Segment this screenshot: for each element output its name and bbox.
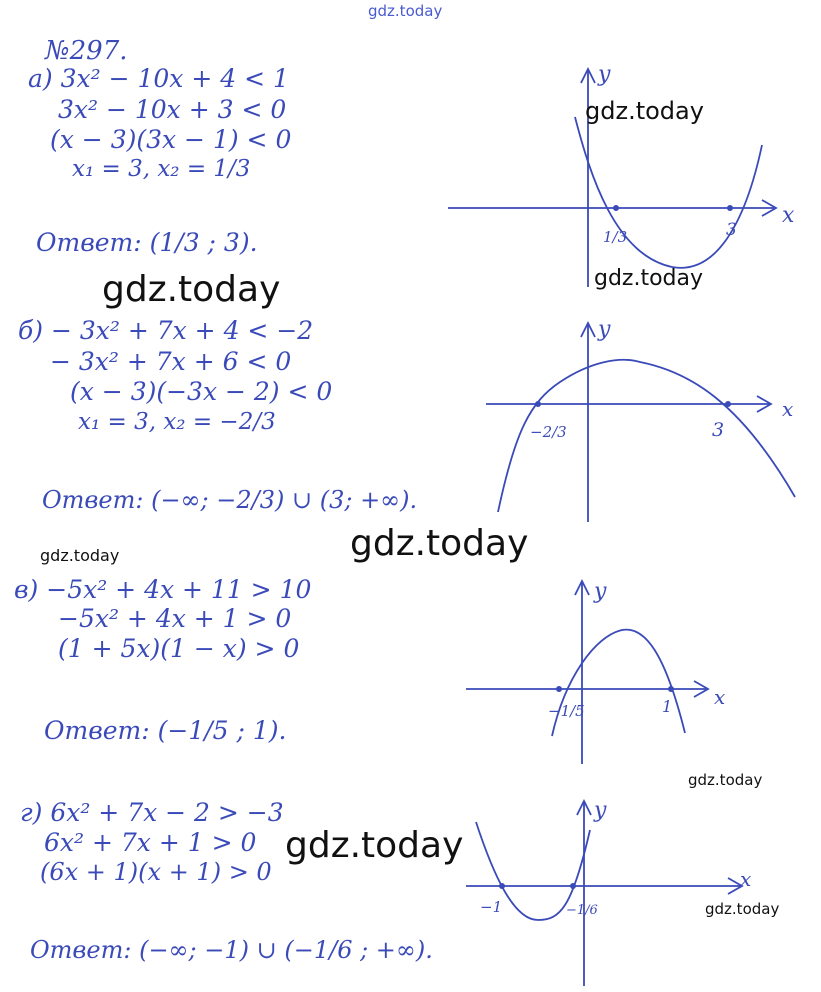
- part-g-line-2: 6x² + 7x + 1 > 0: [44, 828, 257, 857]
- part-a-line-3: (x − 3)(3x − 1) < 0: [50, 125, 292, 154]
- watermark-v-right: gdz.today: [688, 771, 763, 789]
- part-v-y-label: y: [594, 579, 607, 604]
- part-a-root-2-label: 3: [726, 220, 737, 240]
- watermark-top: gdz.today: [368, 2, 443, 20]
- part-v-root-2-dot: [668, 686, 674, 692]
- part-g-root-2-label: −1/6: [566, 903, 598, 918]
- part-v-root-1-dot: [556, 686, 562, 692]
- part-g-root-1-dot: [499, 883, 505, 889]
- part-g-answer: Ответ: (−∞; −1) ∪ (−1/6 ; +∞).: [30, 936, 433, 964]
- part-g-root-1-label: −1: [480, 898, 503, 916]
- watermark-section-a-big: gdz.today: [102, 269, 281, 310]
- part-g-root-2-dot: [570, 883, 576, 889]
- watermark-a-graph-top: gdz.today: [585, 97, 704, 125]
- part-b-root-1-dot: [535, 401, 541, 407]
- watermark-a-graph-bottom: gdz.today: [594, 266, 704, 291]
- part-b-root-1-label: −2/3: [530, 423, 567, 441]
- watermark-b-left: gdz.today: [40, 546, 120, 565]
- part-g-x-label: x: [740, 867, 752, 891]
- part-b-x-label: x: [782, 397, 794, 421]
- watermark-g-right: gdz.today: [705, 900, 780, 918]
- part-b-y-label: y: [598, 317, 611, 342]
- part-a-line-4: x₁ = 3, x₂ = 1/3: [72, 156, 251, 182]
- part-a-root-2-dot: [727, 205, 733, 211]
- part-a-root-1-dot: [613, 205, 619, 211]
- part-v-answer: Ответ: (−1/5 ; 1).: [44, 716, 287, 745]
- part-b-graph: [480, 312, 810, 532]
- part-b-line-4: x₁ = 3, x₂ = −2/3: [78, 409, 276, 435]
- part-b-line-2: − 3x² + 7x + 6 < 0: [50, 347, 292, 376]
- part-a-line-1: а) 3x² − 10x + 4 < 1: [28, 64, 289, 93]
- part-g-y-label: y: [594, 798, 607, 823]
- part-v-line-1: в) −5x² + 4x + 11 > 10: [14, 575, 312, 604]
- part-a-y-label: y: [598, 62, 611, 87]
- part-a-graph: [440, 55, 810, 295]
- part-v-line-3: (1 + 5x)(1 − x) > 0: [58, 634, 300, 663]
- part-b-line-1: б) − 3x² + 7x + 4 < −2: [18, 316, 314, 345]
- part-b-answer: Ответ: (−∞; −2/3) ∪ (3; +∞).: [42, 486, 418, 514]
- part-g-line-1: г) 6x² + 7x − 2 > −3: [20, 798, 284, 827]
- part-a-x-label: x: [782, 203, 795, 228]
- part-v-x-label: x: [714, 685, 726, 709]
- part-v-root-2-label: 1: [662, 697, 673, 716]
- problem-number: №297.: [45, 36, 128, 66]
- watermark-section-g-big: gdz.today: [285, 825, 464, 866]
- part-v-parabola: [552, 630, 685, 736]
- part-g-line-3: (6x + 1)(x + 1) > 0: [40, 858, 272, 886]
- part-b-root-2-dot: [725, 401, 731, 407]
- part-a-answer: Ответ: (1/3 ; 3).: [36, 228, 258, 257]
- part-b-root-2-label: 3: [712, 419, 725, 441]
- part-a-root-1-label: 1/3: [603, 228, 628, 246]
- part-v-graph: [460, 568, 760, 768]
- watermark-section-b-big: gdz.today: [350, 523, 529, 564]
- part-v-root-1-label: −1/5: [548, 702, 585, 720]
- part-g-graph: [460, 790, 790, 990]
- part-a-line-2: 3x² − 10x + 3 < 0: [58, 95, 287, 124]
- part-b-line-3: (x − 3)(−3x − 2) < 0: [70, 377, 333, 406]
- part-v-line-2: −5x² + 4x + 1 > 0: [58, 604, 292, 633]
